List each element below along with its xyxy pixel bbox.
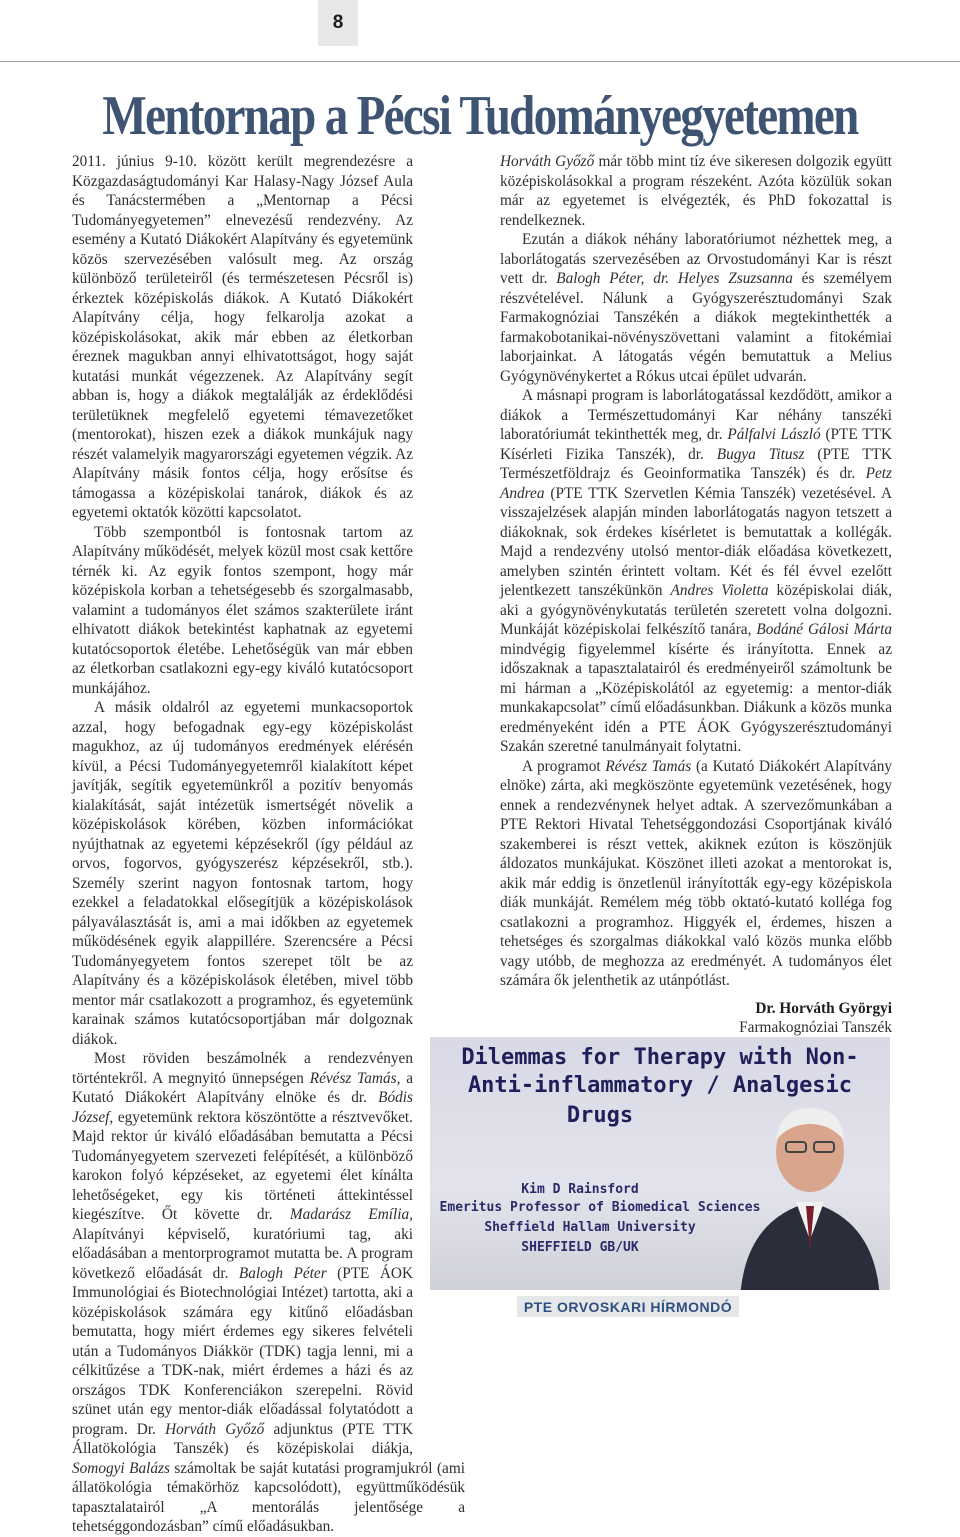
left-paragraph-4: Most röviden beszámolnék a rendezvényen történtekről. A megnyitó ünnepségen Révész Tamás, a Kutató Diákokért Alapítvány elnöke és dr. Bódis József, egyetemünk rektora köszöntötte a résztvevőket. Majd rektor úr kiváló előadásában bemutatta a Pécsi Tudományegyetem szervezeti felépítését, a különböző karokon folyó képzéseket, az egyetemi élet kínálta lehetőségeket, egy kis történeti áttekintéssel kiegészítve. Őt követte dr. Madarász Emília, Alapítványi képviselő, kuratóriumi tag, aki előadásában a mentorprogramot mutatta be. A program következő előadását dr. Balogh Péter (PTE ÁOK Immunológiai és Biotechnológiai Intézet) tartotta, aki a középiskolások számára egy kitűnő előadásban bemutatta, hogy miért érdemes egy sikeres felvételi után a Tudományos Diákkör (TDK) tagja lenni, mi a célkitűzése a TDK-nak, miért érdemes a házi és az országos TDK Konferenciákon szerepelni. Rövid szünet után egy mentor-diák előadással folytatódott a program. Dr. Horváth Győző adjunktus (PTE TTK Állatökológia Tanszék) és középiskolai diákja, Somogyi Balázs számoltak be saját kutatási programjukról (ami állatökológia témakörhöz kapcsolódott), együttműködésük tapasztalatairól „A mentorálás jelentősége a tehetséggondozásban” című előadásukban. <box>72 1050 465 1535</box>
slide-position: Emeritus Professor of Biomedical Sciences <box>439 1200 761 1215</box>
slide-title-line-1: Dilemmas for Therapy with Non- <box>461 1045 859 1070</box>
lecture-photo <box>430 1037 890 1290</box>
author-department: Farmakognóziai Tanszék <box>739 1019 892 1036</box>
page-number: 8 <box>318 0 358 46</box>
slide-title-line-3: Drugs <box>566 1103 634 1128</box>
right-paragraph-1: Horváth Győző már több mint tíz éve sikeresen dolgozik együtt középiskolásokkal a program részeként. Azóta közülük sokan már az egyetemet is elvégezték, és PhD fokozattal is rendelkeznek. <box>500 153 892 229</box>
left-column <box>72 152 465 1537</box>
right-column <box>500 152 892 1038</box>
left-paragraph-3: A másik oldalról az egyetemi munkacsoportok azzal, hogy befogadnak egy-egy középiskolást magukhoz, az új tudományos eredmények elérésén kívül, a Pécsi Tudományegyetemről kialakított képet javítják, segítik egyetemünkről a pozitív benyomás kialakítását, saját intézetük ismertségét növelik a középiskolások körében, közben információkat nyújthatnak az egyetemi képzésekről (így például az orvos, fogorvos, gyógyszerész képzésekről, stb.). Személy szerint nagyon fontosnak tartom, hogy ezekkel a feladatokkal elősegítjük a középiskolások pályaválasztását is, ami a mai időkben az egyetemek működésének egyik alappillére. Szerencsére a Pécsi Tudományegyetem fontos szerepet tölt be az Alapítvány és a középiskolások életében, mivel több mentor már csatlakozott a programhoz, és egyetemünk karainak számos kutatócsoportjában már dolgoznak diákok. <box>72 699 413 1048</box>
publication-footer: PTE ORVOSKARI HÍRMONDÓ <box>517 1296 739 1317</box>
slide-university: Sheffield Hallam University <box>484 1220 696 1235</box>
left-paragraph-2: Több szempontból is fontosnak tartom az Alapítvány működését, melyek közül most csak kettőre térnék ki. Az egyik fontos szempont, hogy már középiskola korban a tehetségesebb és szorgalmasabb, valamint a tudományos élet számos szakterülete iránt elhivatott diákok betekintést kaphatnak az egyetemi kutatócsoportok életébe. Lehetőségük van már ebben az életkorban csatlakozni egy-egy kiváló kutatócsoport munkájához. <box>72 523 413 697</box>
article-title: Mentornap a Pécsi Tudományegyetemen <box>102 85 858 147</box>
slide-title-line-2: Anti-inflammatory / Analgesic <box>467 1073 853 1098</box>
signature <box>500 999 892 1038</box>
slide-city: SHEFFIELD GB/UK <box>521 1240 639 1255</box>
slide-speaker: Kim D Rainsford <box>521 1182 639 1197</box>
header-rule <box>0 61 960 62</box>
right-paragraph-2: Ezután a diákok néhány laboratóriumot nézhettek meg, a laborlátogatás szervezésében az Orvostudományi Kar is részt vett dr. Balogh Péter, dr. Helyes Zsuzsanna és személyem részvételével. Nálunk a Gyógyszerésztudományi Szak Farmakognóziai Tanszékén a diákok megtekinthették a farmakobotanikai-növényszövettani valamint a fitokémiai laborjainkat. A látogatás végén bemutattuk a Melius Gyógynövénykertet a Rókus utcai épület udvarán. <box>500 231 893 385</box>
speaker-figure <box>730 1090 880 1290</box>
author-name: Dr. Horváth Györgyi <box>755 999 892 1017</box>
right-paragraph-3: A másnapi program is laborlátogatással kezdődött, amikor a diákok a Természettudományi Kar néhány tanszéki laboratóriumát tekinthették meg, dr. Pálfalvi László (PTE TTK Kísérleti Fizika Tanszék), dr. Bugya Titusz (PTE TTK Természetföldrajz és Geoinformatika Tanszék) és dr. Petz Andrea (PTE TTK Szervetlen Kémia Tanszék) vezetésével. A visszajelzések alapján minden laborlátogatás nagyon tetszett a diákoknak, sok érdekes kísérletet is bemutattak a kollégák. Majd a rendezvény utolsó mentor-diák előadása következett, amelyben szintén érintett voltam. Két és fél évvel ezelőtt jelentkezett tanszékünkön Andres Violetta középiskolai diák, aki a gyógynövénykutatás területén szeretett volna dolgozni. Munkáját középiskolai felkészítő tanára, Bodáné Gálosi Márta mindvégig figyelemmel kísérte és irányította. Ennek az időszaknak a tapasztalatairól és eredményeiről számoltunk be mi hárman a „Középiskolától az egyetemig: a mentor-diák munkakapcsolat” című előadásunkban. Diákunk a közös munka eredményeként idén a PTE ÁOK Gyógyszerésztudományi Szakán szeretné tanulmányait folytatni. <box>500 387 892 755</box>
right-paragraph-4: A programot Révész Tamás (a Kutató Diákokért Alapítvány elnöke) zárta, aki megköszönte egyetemünk vezetésének, hogy ennek a rendezvénynek helyet adtak. A szervezőmunkában a PTE Rektori Hivatal Tehetséggondozási Csoportjának kiváló szakemberei is részt vettek, akiknek ezúton is köszönjük áldozatos munkájukat. Köszönet illeti azokat a mentorokat is, akik már eddig is önzetlenül irányították egy-egy középiskola diák munkáját. Remélem még több oktató-kutató kolléga fog csatlakozni a programhoz. Higgyék el, érdemes, hiszen a tehetséges és szorgalmas diákokkal való közös munka előbb vagy utóbb, de meghozza az eredményét. A tudományos élet számára ők jelenthetik az utánpótlást. <box>500 757 893 989</box>
left-paragraph-1: 2011. június 9-10. között került megrendezésre a Közgazdaságtudományi Kar Halasy-Nagy József Aula és Tanácstermében a „Mentornap a Pécsi Tudományegyetemen” elnevezésű rendezvény. Az esemény a Kutató Diákokért Alapítvány és egyetemünk közös szervezésében valósult meg. Az ország különböző területeiről (és természetesen Pécsről is) érkeztek középiskolás diákok. A Kutató Diákokért Alapítvány célja, hogy felkarolja azokat a középiskolásokat, akik már ebben az életkorban éreznek magukban annyi elhivatottságot, hogy saját kutatási munkát végezzenek. Az Alapítvány segít abban is, hogy a diákok megtalálják az érdeklődési területüknek megfelelő egyetemi témavezetőket (mentorokat), hiszen ezek a diákok munkájuk nagy részét valamelyik magyarországi egyetemen végzik. Az Alapítvány másik fontos célja, hogy erősítse és támogassa a középiskolai tanárok, diákok és az egyetemi oktatók közötti kapcsolatot. <box>72 153 413 521</box>
